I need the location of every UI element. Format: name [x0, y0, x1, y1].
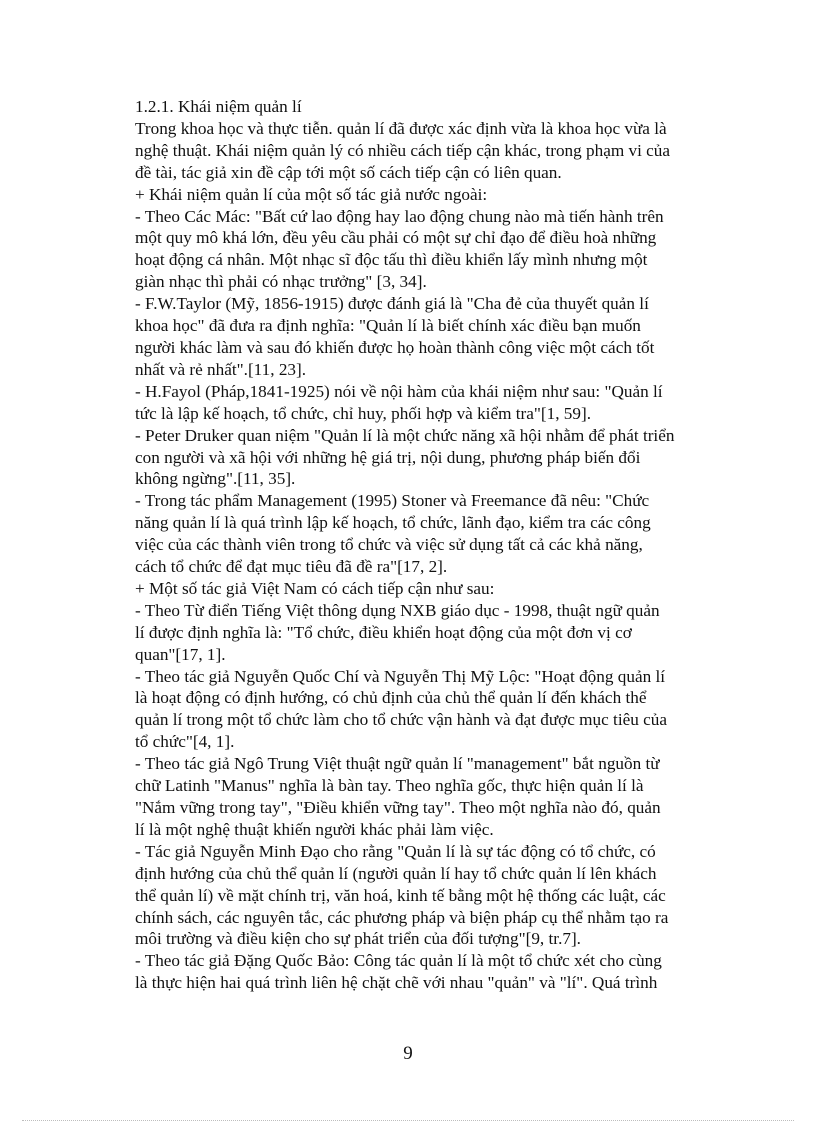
- page-number: 9: [403, 1043, 413, 1064]
- page-bottom-divider: [22, 1120, 794, 1121]
- text-line: con người và xã hội với những hệ giá trị, nội dung, phương pháp biến đổi: [135, 447, 641, 467]
- text-line: không ngừng".[11, 35].: [135, 469, 296, 489]
- text-line: - Theo Các Mác: "Bất cứ lao động hay lao động chung nào mà tiến hành trên: [135, 206, 664, 226]
- text-line: - Theo tác giả Nguyễn Quốc Chí và Nguyễn Thị Mỹ Lộc: "Hoạt động quản lí: [135, 666, 666, 686]
- text-line: tức là lập kế hoạch, tổ chức, chỉ huy, phối hợp và kiểm tra"[1, 59].: [135, 403, 592, 423]
- text-line: "Nắm vững trong tay", "Điều khiển vững tay". Theo một nghĩa nào đó, quản: [135, 798, 661, 817]
- page-body: [135, 96, 745, 994]
- text-line: môi trường và điều kiện cho sự phát triển của đối tượng"[9, tr.7].: [135, 929, 581, 949]
- text-line: - Peter Druker quan niệm "Quản lí là một chức năng xã hội nhằm để phát triển: [135, 425, 675, 445]
- text-line: - H.Fayol (Pháp,1841-1925) nói về nội hàm của khái niệm như sau: "Quản lí: [135, 381, 663, 401]
- text-line: hoạt động cá nhân. Một nhạc sĩ độc tấu thì điều khiển lấy mình nhưng một: [135, 250, 648, 270]
- text-line: thể quản lí) về mặt chính trị, văn hoá, kinh tế bằng một hệ thống các luật, các: [135, 885, 666, 905]
- text-line: lí là một nghệ thuật khiến người khác phải làm việc.: [135, 819, 494, 839]
- section-heading: 1.2.1. Khái niệm quản lí: [135, 97, 302, 116]
- text-line: tổ chức"[4, 1].: [135, 732, 235, 752]
- text-line: + Một số tác giả Việt Nam có cách tiếp cận như sau:: [135, 578, 495, 598]
- text-line: khoa học" đã đưa ra định nghĩa: "Quản lí là biết chính xác điều bạn muốn: [135, 316, 641, 336]
- text-line: là thực hiện hai quá trình liên hệ chặt chẽ với nhau "quản" và "lí". Quá trình: [135, 973, 658, 993]
- text-line: + Khái niệm quản lí của một số tác giả nước ngoài:: [135, 184, 488, 204]
- text-line: Trong khoa học và thực tiễn. quản lí đã được xác định vừa là khoa học vừa là: [135, 118, 667, 138]
- text-line: - Theo Từ điển Tiếng Việt thông dụng NXB giáo dục - 1998, thuật ngữ quản: [135, 600, 660, 620]
- text-line: - Trong tác phẩm Management (1995) Stoner và Freemance đã nêu: "Chức: [135, 491, 650, 511]
- text-line: - F.W.Taylor (Mỹ, 1856-1915) được đánh giá là "Cha đẻ của thuyết quản lí: [135, 294, 649, 314]
- text-line: người khác làm và sau đó khiến được họ hoàn thành công việc một cách tốt: [135, 337, 655, 357]
- text-line: - Theo tác giả Ngô Trung Việt thuật ngữ quản lí "management" bắt nguồn từ: [135, 754, 660, 774]
- text-line: - Tác giả Nguyễn Minh Đạo cho rằng "Quản lí là sự tác động có tổ chức, có: [135, 841, 656, 861]
- text-line: chữ Latinh "Manus" nghĩa là bàn tay. Theo nghĩa gốc, thực hiện quản lí là: [135, 776, 644, 796]
- text-line: một quy mô khá lớn, đều yêu cầu phải có một sự chỉ đạo để điều hoà những: [135, 228, 657, 248]
- text-line: năng quản lí là quá trình lập kế hoạch, tổ chức, lãnh đạo, kiểm tra các công: [135, 513, 651, 533]
- text-line: giàn nhạc thì phải có nhạc trưởng" [3, 34].: [135, 272, 427, 292]
- text-line: cách tổ chức để đạt mục tiêu đã đề ra"[17, 2].: [135, 557, 448, 577]
- text-line: chính sách, các nguyên tắc, các phương pháp và biện pháp cụ thể nhằm tạo ra: [135, 907, 669, 927]
- paragraph-lines: [135, 118, 745, 994]
- text-line: quản lí trong một tổ chức làm cho tổ chức vận hành và đạt được mục tiêu của: [135, 710, 667, 730]
- text-line: định hướng của chủ thể quản lí (người quản lí hay tổ chức quản lí lên khách: [135, 863, 657, 883]
- text-line: là hoạt động có định hướng, có chủ định của chủ thể quản lí đến khách thể: [135, 688, 647, 708]
- text-line: quan"[17, 1].: [135, 644, 226, 664]
- text-line: việc của các thành viên trong tổ chức và việc sử dụng tất cả các khả năng,: [135, 535, 643, 555]
- text-line: nghệ thuật. Khái niệm quản lý có nhiều cách tiếp cận khác, trong phạm vi của: [135, 140, 671, 160]
- text-line: nhất và rẻ nhất".[11, 23].: [135, 359, 307, 379]
- text-line: lí được định nghĩa là: "Tổ chức, điều khiển hoạt động của một đơn vị cơ: [135, 622, 632, 642]
- text-line: đề tài, tác giả xin đề cập tới một số cách tiếp cận có liên quan.: [135, 162, 562, 182]
- text-line: - Theo tác giả Đặng Quốc Bảo: Công tác quản lí là một tổ chức xét cho cùng: [135, 951, 662, 971]
